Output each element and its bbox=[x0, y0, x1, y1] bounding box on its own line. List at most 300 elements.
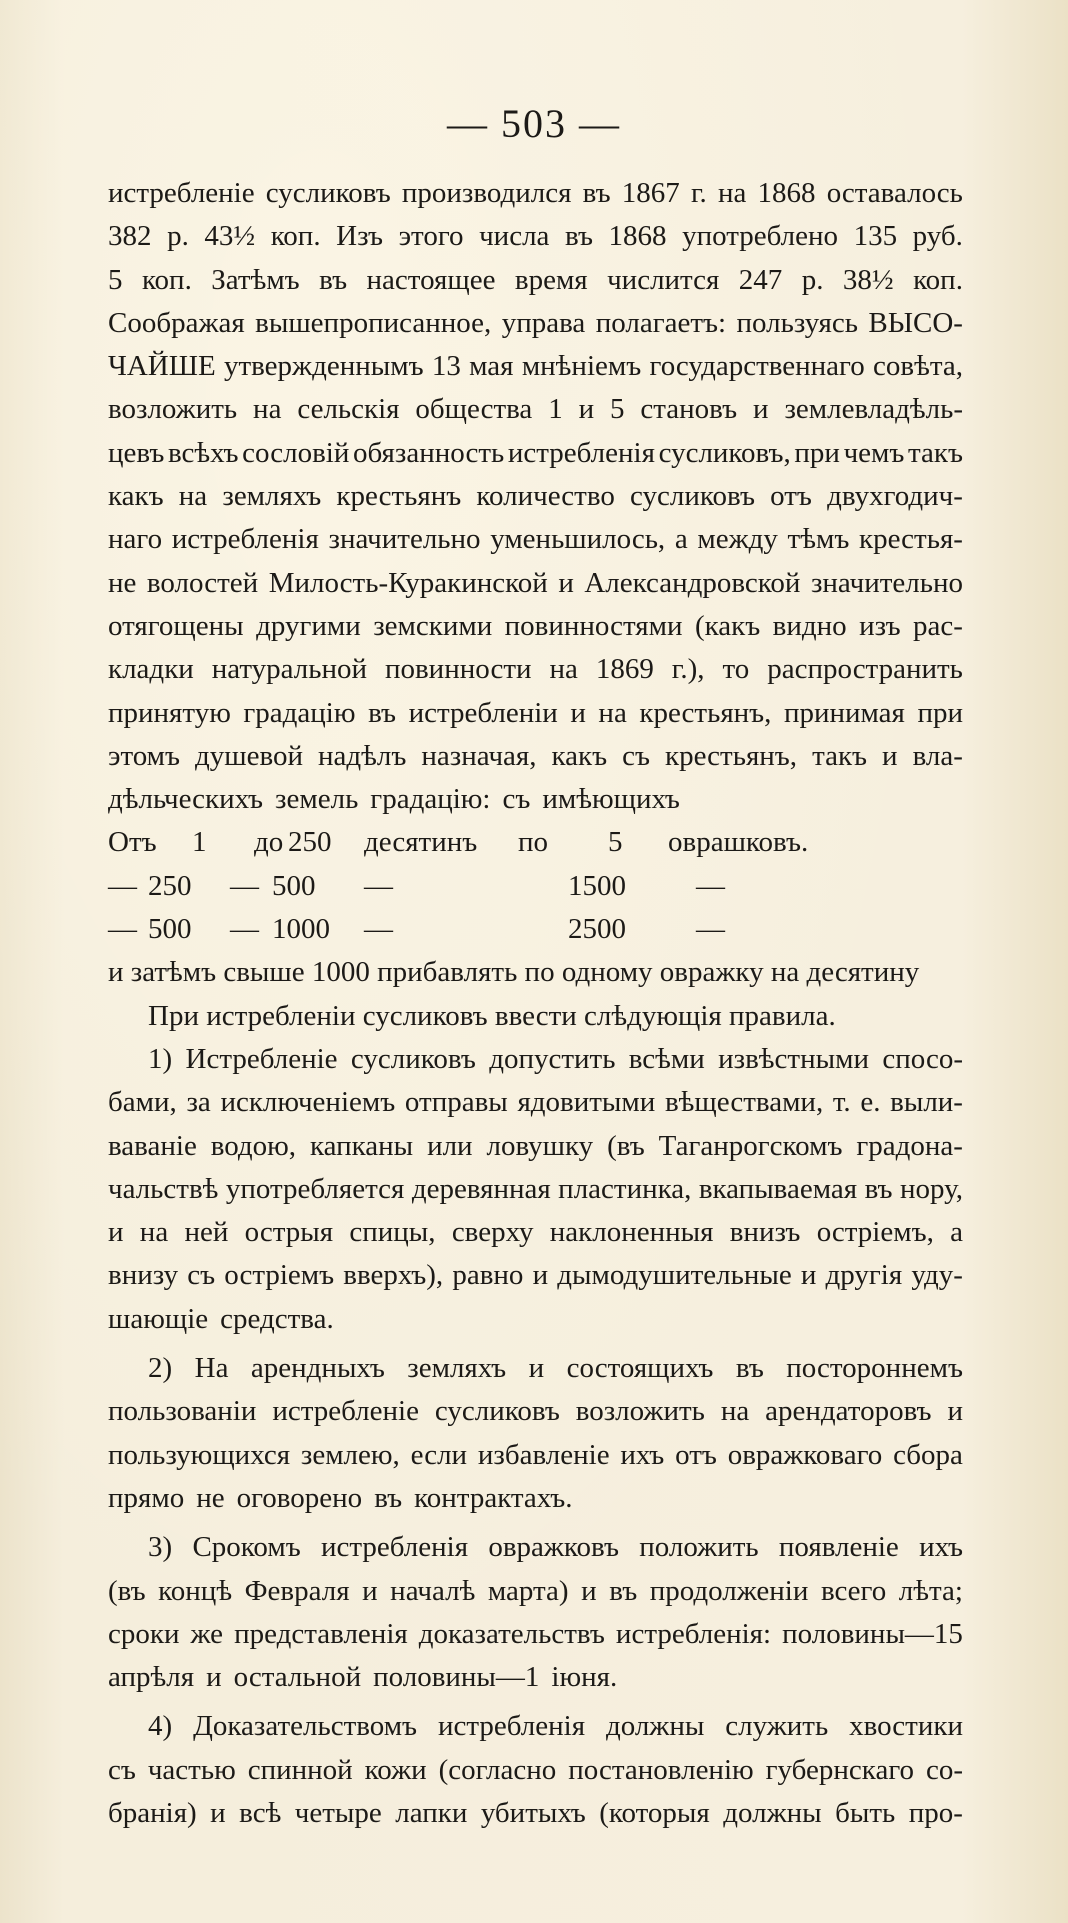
word: избавленіе bbox=[477, 1438, 610, 1471]
word: на bbox=[178, 480, 208, 513]
word: въ bbox=[735, 1352, 764, 1385]
text-line bbox=[108, 1038, 963, 1081]
word: чемъ bbox=[843, 436, 905, 469]
word: Таганрогскомъ bbox=[658, 1129, 843, 1162]
word: хвостики bbox=[849, 1710, 963, 1743]
word: видно bbox=[772, 609, 847, 642]
gradation-cell-animal: — bbox=[696, 869, 725, 902]
word: и bbox=[570, 696, 586, 729]
rule-3 bbox=[108, 1526, 963, 1699]
word: уменьшилось, bbox=[490, 523, 666, 556]
word: должны bbox=[605, 1710, 705, 1743]
word: кожи bbox=[364, 1753, 427, 1786]
word: всѣми bbox=[628, 1042, 705, 1075]
word: крестьянъ bbox=[336, 480, 462, 513]
word: спосо- bbox=[882, 1042, 963, 1075]
word: двухгодич- bbox=[827, 480, 963, 513]
word: бранія) bbox=[108, 1796, 197, 1829]
word: средства. bbox=[220, 1302, 334, 1335]
word: 382 bbox=[108, 220, 152, 253]
word: четыре bbox=[294, 1796, 382, 1829]
word: земляхъ bbox=[222, 480, 322, 513]
word: въ bbox=[374, 1481, 403, 1514]
word: (въ bbox=[108, 1574, 146, 1607]
word: и bbox=[882, 739, 898, 772]
word: положить bbox=[639, 1531, 759, 1564]
word: обязанность bbox=[353, 436, 505, 469]
word: прямо bbox=[108, 1481, 185, 1514]
word: овражковаго bbox=[727, 1438, 883, 1471]
word: марта) bbox=[487, 1574, 569, 1607]
text-line bbox=[108, 1613, 963, 1656]
word: и bbox=[578, 393, 595, 426]
word: и bbox=[753, 393, 769, 426]
word: употребляется bbox=[225, 1172, 405, 1205]
word: сусликовъ bbox=[350, 1042, 476, 1075]
word: же bbox=[190, 1617, 224, 1650]
word: сусликовъ, bbox=[658, 436, 791, 469]
word: между bbox=[697, 523, 778, 556]
word: Милость-Куракинской bbox=[268, 566, 548, 599]
word: всѣхъ bbox=[167, 436, 239, 469]
word: г.), bbox=[671, 653, 705, 686]
word: и bbox=[800, 1259, 817, 1292]
word: истребленія bbox=[437, 1710, 586, 1743]
word: истребленія bbox=[171, 523, 319, 556]
gradation-cell-lo: 250 bbox=[148, 869, 192, 902]
word: въ bbox=[319, 263, 348, 296]
word: земляхъ bbox=[407, 1352, 507, 1385]
word: г. bbox=[690, 177, 707, 209]
word: бами, bbox=[108, 1086, 177, 1119]
word: всего bbox=[820, 1574, 887, 1607]
word: градацію: bbox=[370, 783, 491, 816]
word: состоящихъ bbox=[566, 1352, 714, 1385]
word: Александровской bbox=[584, 566, 801, 599]
word: спицы, bbox=[349, 1216, 436, 1249]
word: числится bbox=[607, 263, 720, 296]
word: внизъ bbox=[729, 1216, 801, 1249]
word: истребленіе bbox=[108, 177, 255, 209]
word: сельскія bbox=[297, 393, 400, 426]
word: 4) bbox=[148, 1710, 173, 1743]
word: Срокомъ bbox=[192, 1531, 301, 1564]
word: Доказательствомъ bbox=[193, 1710, 418, 1743]
text-line bbox=[108, 692, 963, 735]
word: истребленія bbox=[507, 436, 655, 469]
word: назначая, bbox=[421, 739, 537, 772]
word: на bbox=[253, 393, 282, 426]
word: истребленіе bbox=[272, 1395, 419, 1428]
word: лапки bbox=[395, 1796, 468, 1829]
text-line bbox=[108, 1168, 963, 1211]
word: крестья- bbox=[858, 523, 963, 556]
word: а bbox=[674, 523, 688, 556]
word: коп. bbox=[141, 263, 192, 296]
page-number: — 503 — bbox=[447, 101, 621, 146]
word: вверхъ), bbox=[343, 1259, 444, 1292]
word: повинностями bbox=[504, 609, 683, 642]
word: сусликовъ bbox=[630, 480, 755, 513]
word: р. bbox=[801, 263, 824, 296]
word: истребленіи bbox=[408, 696, 558, 729]
word: сбора bbox=[893, 1438, 963, 1471]
word: оставалось bbox=[826, 177, 963, 209]
text-line bbox=[108, 1390, 963, 1433]
text-line bbox=[108, 778, 963, 821]
word: появленіе bbox=[778, 1531, 899, 1564]
text-line bbox=[108, 259, 963, 302]
word: количество bbox=[476, 480, 615, 513]
text-line bbox=[108, 648, 963, 691]
word: арендаторовъ bbox=[765, 1395, 932, 1428]
word: 5 bbox=[610, 393, 625, 426]
word: постороннемъ bbox=[786, 1352, 963, 1385]
text-line bbox=[108, 1125, 963, 1168]
word: ВЫСО- bbox=[868, 306, 963, 339]
word: употреблено bbox=[682, 220, 839, 253]
word: служить bbox=[725, 1710, 829, 1743]
word: мнѣніемъ bbox=[521, 350, 642, 383]
text-line bbox=[108, 1749, 963, 1792]
word: цевъ bbox=[108, 436, 165, 469]
word: съ bbox=[502, 783, 531, 816]
word: продолженіи bbox=[649, 1574, 809, 1607]
word: другія bbox=[825, 1259, 903, 1292]
word: принятую bbox=[108, 696, 231, 729]
after-table-line bbox=[108, 951, 963, 994]
word: истребленія bbox=[320, 1531, 469, 1564]
text-line bbox=[108, 1705, 963, 1748]
word: руб. bbox=[912, 220, 963, 253]
word: пользуясь bbox=[736, 306, 858, 339]
gradation-cell-unit: — bbox=[364, 869, 393, 902]
word: овражковъ bbox=[488, 1531, 620, 1564]
gradation-cell-hi: 1000 bbox=[272, 913, 330, 946]
word: 43½ bbox=[204, 220, 256, 253]
word: вышепрописанное, bbox=[255, 306, 492, 339]
word: тѣмъ bbox=[787, 523, 850, 556]
word: сверху bbox=[451, 1216, 534, 1249]
word: отъ bbox=[675, 1438, 717, 1471]
word: становъ bbox=[640, 393, 738, 426]
word: такъ bbox=[908, 436, 963, 469]
gradation-cell-from: Отъ bbox=[108, 826, 157, 859]
word: на bbox=[549, 653, 578, 686]
word: со- bbox=[925, 1753, 963, 1786]
word: ваваніе bbox=[108, 1129, 197, 1162]
gradation-cell-by: по bbox=[518, 826, 549, 859]
gradation-row bbox=[108, 908, 963, 951]
word: если bbox=[410, 1438, 468, 1471]
text-line bbox=[108, 475, 963, 518]
gradation-cell-count: 2500 bbox=[568, 913, 626, 946]
word: сословій bbox=[242, 436, 350, 469]
word: половины—15 bbox=[782, 1617, 963, 1650]
text-line bbox=[108, 1656, 963, 1699]
word: водою, bbox=[210, 1129, 297, 1162]
word: острыя bbox=[244, 1216, 334, 1249]
word: имѣющихъ bbox=[542, 783, 680, 816]
word: истребленія: bbox=[615, 1617, 772, 1650]
word: апрѣля bbox=[108, 1661, 195, 1694]
word: контрактахъ. bbox=[414, 1481, 573, 1514]
gradation-cell-to: — bbox=[230, 913, 259, 946]
gradation-cell-hi: 250 bbox=[288, 826, 332, 859]
word: 135 bbox=[853, 220, 898, 253]
word: съ bbox=[108, 1753, 136, 1786]
word: уду- bbox=[911, 1259, 963, 1292]
word: оговорено bbox=[236, 1481, 363, 1514]
word: Изъ bbox=[336, 220, 384, 253]
word: вѣществами, bbox=[664, 1086, 824, 1119]
text-line bbox=[108, 1477, 963, 1520]
text-line bbox=[108, 1347, 963, 1390]
word: мая bbox=[469, 350, 514, 383]
word: лѣта; bbox=[898, 1574, 963, 1607]
word: другими bbox=[256, 609, 361, 642]
word: пластинка, bbox=[558, 1172, 692, 1205]
text-line bbox=[108, 1434, 963, 1477]
word: наго bbox=[108, 523, 163, 556]
word: сусликовъ bbox=[265, 177, 391, 209]
word: равно bbox=[452, 1259, 524, 1292]
text-line bbox=[108, 215, 963, 258]
word: нору, bbox=[899, 1172, 963, 1205]
word: распространить bbox=[767, 653, 963, 686]
word: значительно bbox=[810, 566, 963, 599]
word: 1 bbox=[548, 393, 563, 426]
text-line bbox=[108, 1792, 963, 1835]
word: шающіе bbox=[108, 1302, 209, 1335]
text-line bbox=[108, 562, 963, 605]
gradation-cell-unit: — bbox=[364, 913, 393, 946]
word: должны bbox=[723, 1796, 822, 1829]
word: деревянная bbox=[411, 1172, 551, 1205]
word: и bbox=[108, 1216, 124, 1249]
gradation-cell-from: — bbox=[108, 869, 137, 902]
word: дымодушительные bbox=[557, 1259, 792, 1292]
word: душевой bbox=[195, 739, 304, 772]
word: возложить bbox=[108, 393, 238, 426]
word: повинности bbox=[384, 653, 532, 686]
rules-intro bbox=[108, 995, 963, 1038]
word: допустить bbox=[489, 1042, 616, 1075]
word: убитыхъ bbox=[480, 1796, 586, 1829]
gradation-cell-animal: оврашковъ. bbox=[668, 826, 809, 859]
text-body bbox=[108, 172, 963, 1835]
word: градацію bbox=[243, 696, 356, 729]
word: сроки bbox=[108, 1617, 180, 1650]
text-line bbox=[108, 1298, 963, 1341]
word: и bbox=[210, 1796, 226, 1829]
word: выли- bbox=[890, 1086, 963, 1119]
gradation-cell-animal: — bbox=[696, 913, 725, 946]
word: Февраля bbox=[244, 1574, 350, 1607]
word: ихъ bbox=[919, 1531, 963, 1564]
word: губернскаго bbox=[765, 1753, 914, 1786]
word: началѣ bbox=[390, 1574, 476, 1607]
word: 13 bbox=[431, 350, 461, 383]
word: коп. bbox=[270, 220, 321, 253]
word: половины—1 bbox=[373, 1661, 540, 1694]
gradation-cell-count: 5 bbox=[608, 826, 623, 859]
gradation-cell-lo: 500 bbox=[148, 913, 192, 946]
word: іюня. bbox=[551, 1661, 618, 1694]
word: государственнаго bbox=[649, 350, 865, 383]
word: въ bbox=[582, 177, 611, 209]
word: пользующихся bbox=[108, 1438, 291, 1471]
word: наклоненныя bbox=[549, 1216, 714, 1249]
word: 1867 bbox=[621, 177, 680, 209]
word: въ bbox=[564, 220, 593, 253]
word: при bbox=[794, 436, 840, 469]
word: коп. bbox=[913, 263, 963, 296]
word: какъ bbox=[551, 739, 608, 772]
word: капканы bbox=[309, 1129, 414, 1162]
word: 2) bbox=[148, 1352, 173, 1385]
word: не bbox=[196, 1481, 225, 1514]
word: волостей bbox=[146, 566, 259, 599]
word: на bbox=[139, 1216, 169, 1249]
word: быть bbox=[835, 1796, 896, 1829]
word: и bbox=[581, 1574, 597, 1607]
word: отъ bbox=[770, 480, 812, 513]
word: утвержденнымъ bbox=[223, 350, 424, 383]
word: вла- bbox=[912, 739, 963, 772]
word: частью bbox=[147, 1753, 236, 1786]
word: Затѣмъ bbox=[211, 263, 300, 296]
word: или bbox=[427, 1129, 473, 1162]
gradation-row bbox=[108, 821, 963, 864]
word: (которыя bbox=[599, 1796, 710, 1829]
word: на bbox=[717, 177, 747, 209]
text-line bbox=[108, 345, 963, 388]
word: рас- bbox=[913, 609, 963, 642]
word: остріемъ bbox=[224, 1259, 335, 1292]
word: значительно bbox=[328, 523, 481, 556]
word: 1868 bbox=[608, 220, 667, 253]
word: общества bbox=[415, 393, 533, 426]
word: 5 bbox=[108, 263, 123, 296]
word: арендныхъ bbox=[250, 1352, 385, 1385]
paragraph-1 bbox=[108, 172, 963, 821]
word: за bbox=[186, 1086, 211, 1119]
after-table-text: и затѣмъ свыше 1000 прибавлять по одному овражку на десятину bbox=[108, 956, 920, 989]
word: и bbox=[206, 1661, 222, 1694]
word: и bbox=[528, 1352, 545, 1385]
text-line bbox=[108, 735, 963, 778]
gradation-table bbox=[108, 821, 963, 951]
text-line bbox=[108, 1526, 963, 1569]
word: отягощены bbox=[108, 609, 244, 642]
word: 38½ bbox=[842, 263, 894, 296]
text-line bbox=[108, 1081, 963, 1124]
word: р. bbox=[167, 220, 189, 253]
text-line bbox=[108, 432, 963, 475]
word: ней bbox=[184, 1216, 229, 1249]
word: а bbox=[950, 1216, 963, 1249]
word: какъ bbox=[108, 480, 164, 513]
gradation-cell-lo: 1 bbox=[192, 826, 207, 859]
text-line bbox=[108, 302, 963, 345]
word: и bbox=[532, 1259, 549, 1292]
word: и bbox=[362, 1574, 378, 1607]
word: доказательствъ bbox=[418, 1617, 605, 1650]
word: остальной bbox=[233, 1661, 362, 1694]
gradation-cell-unit: десятинъ bbox=[364, 826, 478, 859]
word: время bbox=[514, 263, 588, 296]
word: всѣ bbox=[239, 1796, 282, 1829]
word: ЧАЙШЕ bbox=[108, 350, 216, 383]
word: 1868 bbox=[757, 177, 816, 209]
word: возложить bbox=[575, 1395, 705, 1428]
word: 1869 bbox=[595, 653, 654, 686]
gradation-cell-to: — bbox=[230, 869, 259, 902]
word: изъ bbox=[859, 609, 901, 642]
word: съ bbox=[187, 1259, 216, 1292]
word: сусликовъ bbox=[434, 1395, 560, 1428]
word: натуральной bbox=[211, 653, 368, 686]
text-line bbox=[108, 1570, 963, 1613]
word: принимая bbox=[783, 696, 905, 729]
gradation-cell-hi: 500 bbox=[272, 869, 316, 902]
text-line bbox=[108, 605, 963, 648]
word: такъ bbox=[812, 739, 868, 772]
word: ловушку bbox=[486, 1129, 594, 1162]
word: концѣ bbox=[158, 1574, 233, 1607]
word: и bbox=[558, 566, 574, 599]
word: при bbox=[917, 696, 963, 729]
word: крестьянъ, bbox=[639, 696, 772, 729]
gradation-row bbox=[108, 865, 963, 908]
word: постановленію bbox=[568, 1753, 754, 1786]
word: исключеніемъ bbox=[220, 1086, 396, 1119]
word: производился bbox=[401, 177, 572, 209]
word: отправы bbox=[404, 1086, 508, 1119]
word: ядовитыми bbox=[517, 1086, 656, 1119]
rule-4 bbox=[108, 1705, 963, 1835]
word: управа bbox=[501, 306, 586, 339]
word: съ bbox=[622, 739, 650, 772]
word: (какъ bbox=[694, 609, 761, 642]
text-line bbox=[108, 518, 963, 561]
word: внизу bbox=[108, 1259, 179, 1292]
word: этомъ bbox=[108, 739, 181, 772]
word: не bbox=[108, 566, 137, 599]
word: въ bbox=[368, 696, 397, 729]
word: землею, bbox=[300, 1438, 400, 1471]
word: числа bbox=[479, 220, 550, 253]
word: 3) bbox=[148, 1531, 173, 1564]
word: кладки bbox=[108, 653, 194, 686]
word: крестьянъ, bbox=[665, 739, 798, 772]
rules-intro-text: При истребленіи сусликовъ ввести слѣдующія правила. bbox=[148, 999, 836, 1032]
word: (въ bbox=[607, 1129, 645, 1162]
word: (согласно bbox=[438, 1753, 557, 1786]
word: въ bbox=[864, 1172, 893, 1205]
word: то bbox=[722, 653, 750, 686]
word: надѣлъ bbox=[318, 739, 407, 772]
text-line bbox=[108, 1211, 963, 1254]
word: дѣльческихъ bbox=[108, 783, 264, 816]
word: е. bbox=[860, 1086, 881, 1119]
word: земель bbox=[275, 783, 359, 816]
word: ихъ bbox=[620, 1438, 665, 1471]
word: на bbox=[598, 696, 627, 729]
text-line bbox=[108, 1254, 963, 1297]
text-line bbox=[108, 172, 963, 215]
